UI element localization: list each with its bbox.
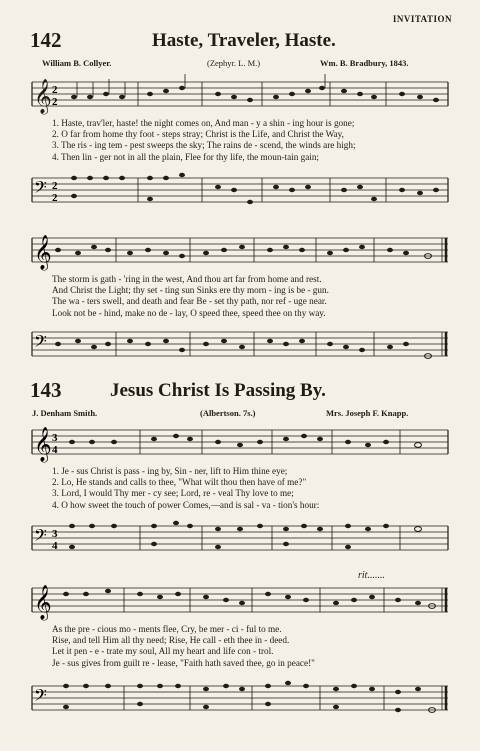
verse-line: Je - sus gives from guilt re - lease, "Faith hath saved thee, go in peace!"	[52, 657, 315, 668]
svg-text:4: 4	[52, 540, 58, 552]
bass-staff	[30, 514, 450, 564]
verse-lyrics	[52, 274, 462, 319]
verse-line: 1. Je - sus Christ is pass - ing by, Sin - ner, lift to Him thine eye;	[52, 466, 288, 476]
hymn-tune: (Zephyr. L. M.)	[207, 58, 261, 68]
treble-staff	[30, 70, 450, 120]
bass-staff	[30, 674, 450, 724]
svg-text:𝄢: 𝄢	[34, 331, 47, 355]
svg-text:𝄢: 𝄢	[34, 177, 47, 201]
hymn-author: J. Denham Smith.	[32, 408, 98, 418]
svg-text:𝄞: 𝄞	[34, 79, 52, 114]
hymn-composer: Mrs. Joseph F. Knapp.	[326, 408, 409, 418]
verse-line: 4. Then lin - ger not in all the plain, Flee for thy life, the moun-tain gain;	[52, 151, 319, 162]
hymn-tune: (Albertson. 7s.)	[200, 408, 256, 418]
music-system-1	[30, 418, 450, 558]
hymn-number: 143	[30, 378, 62, 402]
treble-staff	[30, 418, 450, 468]
verse-line: 3. Lord, I would Thy mer - cy see; Lord, re - veal Thy love to me;	[52, 488, 294, 499]
verse-line: 2. Lo, He stands and calls to thee, "What wilt thou then have of me?"	[52, 477, 307, 488]
svg-text:2: 2	[52, 96, 58, 108]
svg-text:𝄞: 𝄞	[34, 427, 52, 462]
verse-lyrics	[52, 466, 462, 511]
svg-text:2: 2	[52, 180, 58, 192]
hymn-number: 142	[30, 28, 62, 52]
verse-line: Let it pen - e - trate my soul, All my heart and life con - trol.	[52, 646, 274, 657]
svg-text:3: 3	[52, 528, 58, 540]
svg-text:𝄞: 𝄞	[34, 585, 52, 620]
verse-line: 3. The ris - ing tem - pest sweeps the sky; The rains de - scend, the winds are high;	[52, 140, 356, 151]
svg-text:3: 3	[52, 432, 58, 444]
hymn-author: William B. Collyer.	[42, 58, 112, 68]
verse-line: The storm is gath - 'ring in the west, And thou art far from home and rest.	[52, 274, 322, 284]
bass-staff	[30, 166, 450, 216]
svg-text:𝄢: 𝄢	[34, 685, 47, 709]
verse-line: As the pre - cious mo - ments flee, Cry, be mer - ci - ful to me.	[52, 624, 282, 634]
hymn-composer: Wm. B. Bradbury, 1843.	[320, 58, 409, 68]
verse-line: And Christ the Light; thy set - ting sun Sinks ere thy morn - ing is be - gun.	[52, 285, 329, 296]
svg-text:𝄞: 𝄞	[34, 235, 52, 270]
verse-lyrics	[52, 118, 462, 163]
treble-staff	[30, 226, 450, 276]
treble-staff	[30, 576, 450, 626]
verse-line: Rise, and tell Him all thy need; Rise, He call - eth thee in - deed.	[52, 635, 290, 646]
music-system-1	[30, 70, 450, 210]
hymn-title: Haste, Traveler, Haste.	[152, 30, 336, 51]
verse-lyrics	[52, 624, 462, 669]
verse-line: 1. Haste, trav'ler, haste! the night comes on, And man - y a shin - ing hour is gone;	[52, 118, 355, 128]
svg-text:2: 2	[52, 192, 58, 204]
verse-line: The wa - ters swell, and death and fear Be - set thy path, nor ref - uge near.	[52, 296, 327, 307]
hymn-title: Jesus Christ Is Passing By.	[110, 380, 326, 401]
music-system-2	[30, 570, 450, 736]
verse-line: Look not be - hind, make no de - lay, O speed thee, speed thee on thy way.	[52, 307, 326, 318]
music-system-2	[30, 226, 450, 366]
verse-line: 2. O far from home thy foot - steps stray; Christ is the Life, and Christ the Way,	[52, 129, 344, 140]
category-label: INVITATION	[392, 14, 452, 24]
svg-text:𝄢: 𝄢	[34, 525, 47, 549]
bass-staff	[30, 320, 450, 370]
svg-text:2: 2	[52, 84, 58, 96]
ritardando-mark: rit.......	[358, 570, 385, 581]
verse-line: 4. O how sweet the touch of power Comes,—and is sal - va - tion's hour:	[52, 499, 320, 510]
svg-text:4: 4	[52, 444, 58, 456]
